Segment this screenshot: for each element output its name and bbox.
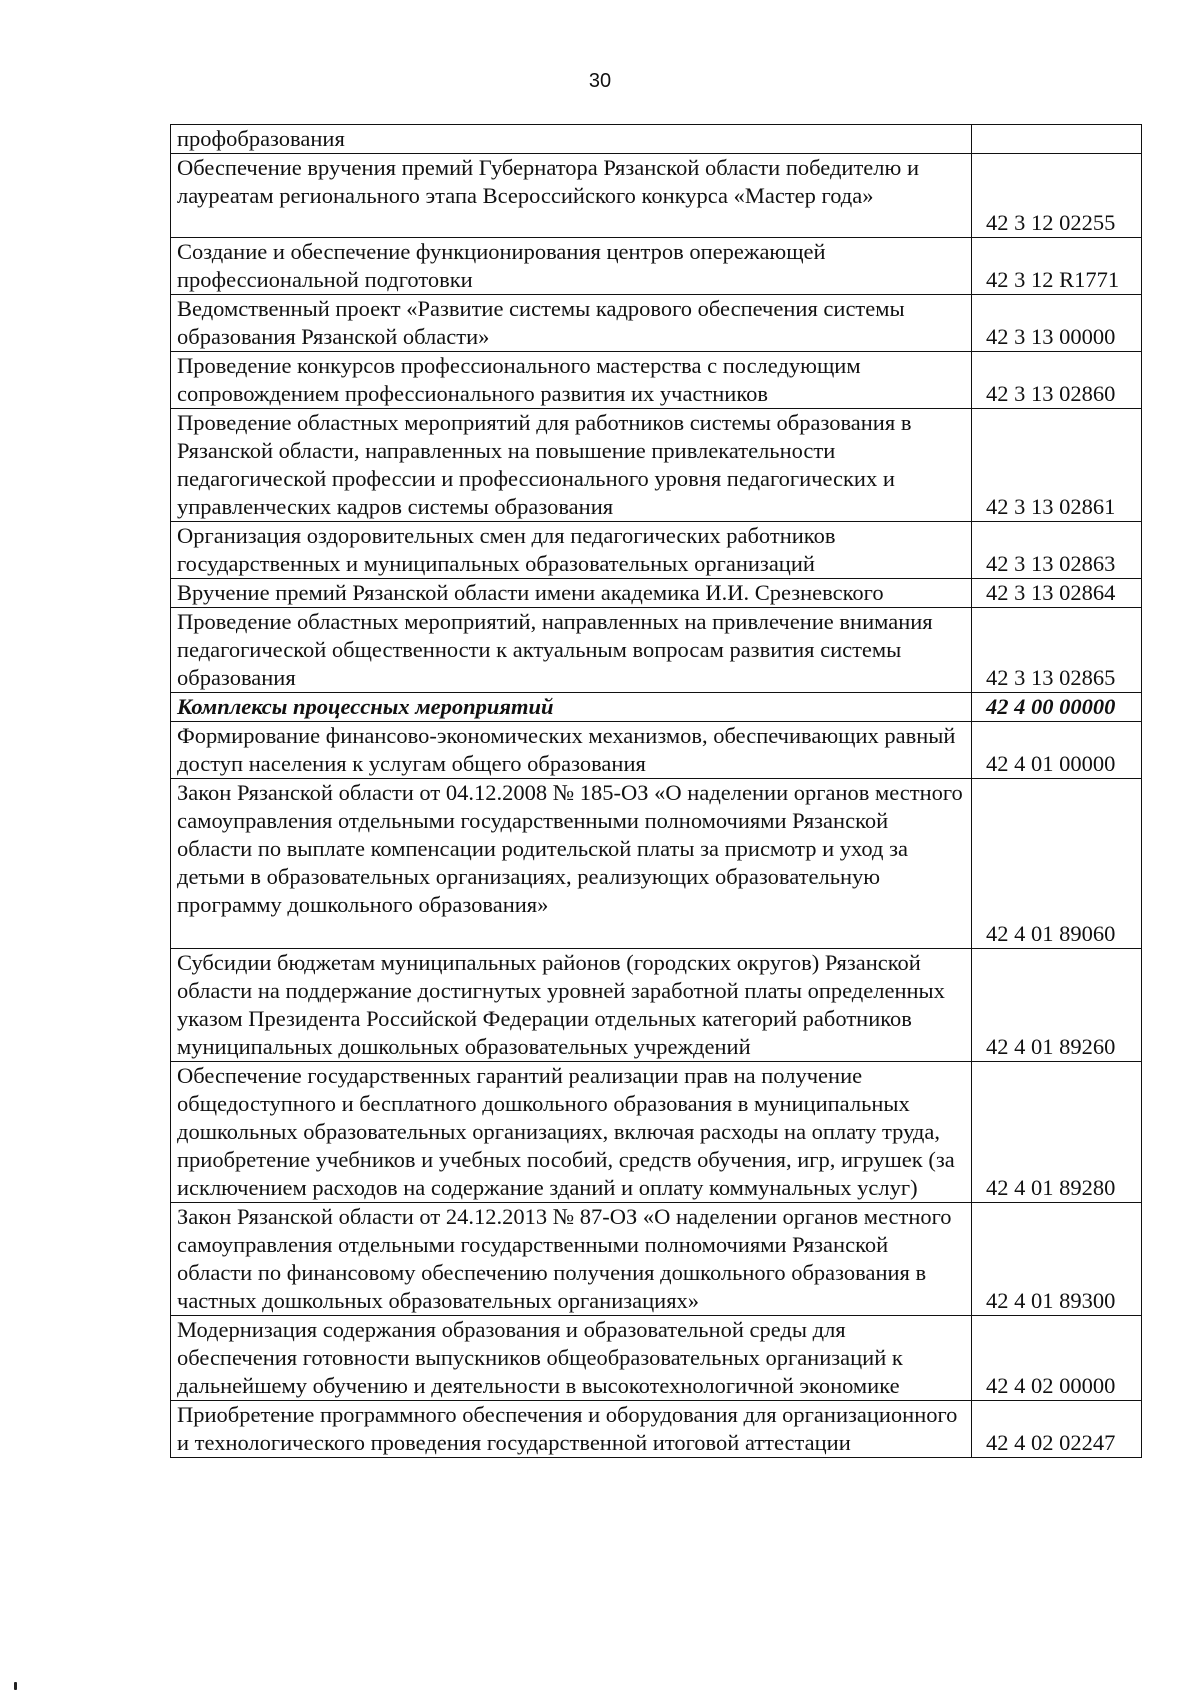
row-name: Закон Рязанской области от 04.12.2008 № 185-ОЗ «О наделении органов местного самоуправления отдельными государственными полномочиями Рязанской области по выплате компенсации родительской платы за присмотр и уход за детьми в образовательных организациях, реализующих образовательную программу дошкольного образования»	[171, 779, 972, 949]
table-row	[171, 722, 1142, 779]
budget-classification-table	[170, 124, 1142, 1458]
table-row-section-heading	[171, 693, 1142, 722]
row-name: Модернизация содержания образования и образовательной среды для обеспечения готовности выпускников общеобразовательных организаций к дальнейшему обучению и деятельности в высокотехнологичной экономике	[171, 1316, 972, 1401]
row-code: 42 4 00 00000	[972, 693, 1142, 722]
table-row	[171, 1401, 1142, 1458]
table-row	[171, 1316, 1142, 1401]
row-name: Проведение конкурсов профессионального мастерства с последующим сопровождением профессионального развития их участников	[171, 352, 972, 409]
row-name: Закон Рязанской области от 24.12.2013 № 87-ОЗ «О наделении органов местного самоуправления отдельными государственными полномочиями Рязанской области по финансовому обеспечению получения дошкольного образования в частных дошкольных образовательных организациях»	[171, 1203, 972, 1316]
row-name: Обеспечение государственных гарантий реализации прав на получение общедоступного и бесплатного дошкольного образования в муниципальных дошкольных образовательных организациях, включая расходы на оплату труда, приобретение учебников и учебных пособий, средств обучения, игр, игрушек (за исключением расходов на содержание зданий и оплату коммунальных услуг)	[171, 1062, 972, 1203]
row-code	[972, 125, 1142, 154]
table-row	[171, 154, 1142, 238]
row-code: 42 3 13 00000	[972, 295, 1142, 352]
row-name: Проведение областных мероприятий для работников системы образования в Рязанской области, направленных на повышение привлекательности педагогической профессии и профессионального уровня педагогических и управленческих кадров системы образования	[171, 409, 972, 522]
row-code: 42 4 02 02247	[972, 1401, 1142, 1458]
row-name: Комплексы процессных мероприятий	[171, 693, 972, 722]
row-name: Ведомственный проект «Развитие системы кадрового обеспечения системы образования Рязанской области»	[171, 295, 972, 352]
row-code: 42 3 13 02863	[972, 522, 1142, 579]
table-row	[171, 409, 1142, 522]
row-name: Формирование финансово-экономических механизмов, обеспечивающих равный доступ населения к услугам общего образования	[171, 722, 972, 779]
table-row	[171, 779, 1142, 949]
row-code: 42 3 12 02255	[972, 154, 1142, 238]
row-code: 42 4 02 00000	[972, 1316, 1142, 1401]
row-name: профобразования	[171, 125, 972, 154]
row-name: Приобретение программного обеспечения и оборудования для организационного и технологического проведения государственной итоговой аттестации	[171, 1401, 972, 1458]
row-code: 42 4 01 89060	[972, 779, 1142, 949]
row-name: Создание и обеспечение функционирования центров опережающей профессиональной подготовки	[171, 238, 972, 295]
row-name: Организация оздоровительных смен для педагогических работников государственных и муниципальных образовательных организаций	[171, 522, 972, 579]
row-name: Субсидии бюджетам муниципальных районов (городских округов) Рязанской области на поддержание достигнутых уровней заработной платы определенных указом Президента Российской Федерации отдельных категорий работников муниципальных дошкольных образовательных учреждений	[171, 949, 972, 1062]
table-row	[171, 522, 1142, 579]
table-row	[171, 125, 1142, 154]
row-code: 42 3 13 02860	[972, 352, 1142, 409]
table-row	[171, 1062, 1142, 1203]
row-code: 42 4 01 89300	[972, 1203, 1142, 1316]
scan-speck	[14, 1682, 17, 1690]
table-row	[171, 949, 1142, 1062]
row-code: 42 4 01 89260	[972, 949, 1142, 1062]
row-name: Обеспечение вручения премий Губернатора Рязанской области победителю и лауреатам регионального этапа Всероссийского конкурса «Мастер года»	[171, 154, 972, 238]
page-number: 30	[588, 70, 612, 92]
row-code: 42 3 13 02865	[972, 608, 1142, 693]
row-code: 42 3 12 R1771	[972, 238, 1142, 295]
row-name: Проведение областных мероприятий, направленных на привлечение внимания педагогической общественности к актуальным вопросам развития системы образования	[171, 608, 972, 693]
table-row	[171, 1203, 1142, 1316]
row-name: Вручение премий Рязанской области имени академика И.И. Срезневского	[171, 579, 972, 608]
row-code: 42 4 01 89280	[972, 1062, 1142, 1203]
table-row	[171, 295, 1142, 352]
row-code: 42 4 01 00000	[972, 722, 1142, 779]
table-row	[171, 608, 1142, 693]
row-code: 42 3 13 02861	[972, 409, 1142, 522]
table-row	[171, 352, 1142, 409]
table-row	[171, 238, 1142, 295]
row-code: 42 3 13 02864	[972, 579, 1142, 608]
table-row	[171, 579, 1142, 608]
